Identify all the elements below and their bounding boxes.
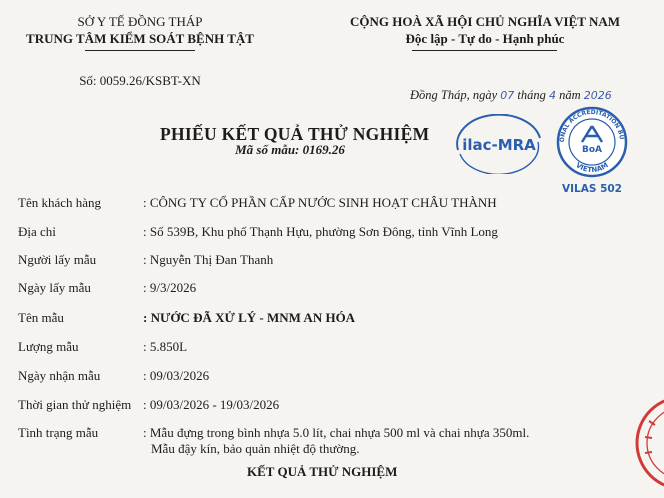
field-value-received-date: : 09/03/2026 bbox=[143, 368, 210, 383]
document-number: Số: 0059.26/KSBT-XN bbox=[79, 73, 201, 88]
field-value-sample-condition-line2: Mẫu đậy kín, bảo quản nhiệt độ thường. bbox=[151, 441, 360, 456]
field-label-address: Địa chỉ bbox=[18, 224, 56, 239]
vilas-text: VILAS 502 bbox=[562, 183, 622, 195]
ilac-mra-logo bbox=[452, 114, 546, 174]
country-name: CỘNG HOÀ XÃ HỘI CHỦ NGHĨA VIỆT NAM bbox=[349, 14, 621, 29]
field-value-sample-quantity: : 5.850L bbox=[143, 339, 188, 354]
date-year: 2026 bbox=[583, 89, 612, 102]
date-month-label: tháng bbox=[517, 88, 546, 102]
boa-ring-top-text: ONAL ACCREDITATION BU bbox=[558, 108, 625, 143]
left-org-name: SỞ Y TẾ ĐỒNG THÁP bbox=[77, 14, 203, 29]
field-label-test-period: Thời gian thử nghiệm bbox=[18, 397, 132, 412]
field-value-sample-name: : NƯỚC ĐÃ XỬ LÝ - MNM AN HÓA bbox=[143, 310, 356, 325]
place-date-line bbox=[410, 88, 612, 103]
date-year-label: năm bbox=[559, 88, 581, 102]
place-date-prefix: Đồng Tháp, ngày bbox=[410, 88, 498, 102]
boa-accreditation-logo bbox=[552, 106, 632, 196]
field-label-customer: Tên khách hàng bbox=[18, 195, 102, 210]
field-value-test-period: : 09/03/2026 - 19/03/2026 bbox=[143, 397, 280, 412]
national-motto: Độc lập - Tự do - Hạnh phúc bbox=[405, 31, 565, 46]
field-label-received-date: Ngày nhận mẫu bbox=[18, 368, 101, 383]
official-stamp bbox=[633, 383, 664, 493]
field-value-sample-condition: : Mẫu đựng trong bình nhựa 5.0 lít, chai nhựa 500 ml và chai nhựa 350ml. bbox=[143, 425, 530, 440]
field-value-address: : Số 539B, Khu phố Thạnh Hựu, phường Sơn Đông, tỉnh Vĩnh Long bbox=[143, 224, 498, 239]
boa-ring-bottom-text: VIETNAM bbox=[574, 161, 610, 175]
left-unit-name: TRUNG TÂM KIỂM SOÁT BỆNH TẬT bbox=[26, 31, 254, 46]
field-value-sampling-date: : 9/3/2026 bbox=[143, 280, 197, 295]
sample-code: Mã số mẫu: 0169.26 bbox=[235, 142, 345, 157]
ilac-mra-text: ilac-MRA bbox=[462, 136, 536, 154]
field-label-sample-name: Tên mẫu bbox=[18, 310, 64, 325]
field-label-sample-condition: Tình trạng mẫu bbox=[18, 425, 99, 440]
date-month: 4 bbox=[549, 89, 557, 102]
field-label-sampling-date: Ngày lấy mẫu bbox=[18, 280, 91, 295]
left-header-underline bbox=[85, 50, 195, 51]
field-value-customer: : CÔNG TY CỔ PHẦN CẤP NƯỚC SINH HOẠT CHÂU THÀNH bbox=[143, 195, 497, 210]
right-header-underline bbox=[412, 50, 557, 51]
field-label-sampler: Người lấy mẫu bbox=[18, 252, 97, 267]
field-value-sampler: : Nguyễn Thị Đan Thanh bbox=[143, 252, 274, 267]
date-day: 07 bbox=[500, 89, 515, 102]
report-title: PHIẾU KẾT QUẢ THỬ NGHIỆM bbox=[160, 124, 430, 144]
boa-text: BoA bbox=[581, 145, 603, 155]
results-section-heading: KẾT QUẢ THỬ NGHIỆM bbox=[247, 464, 398, 479]
field-label-sample-quantity: Lượng mẫu bbox=[18, 339, 79, 354]
